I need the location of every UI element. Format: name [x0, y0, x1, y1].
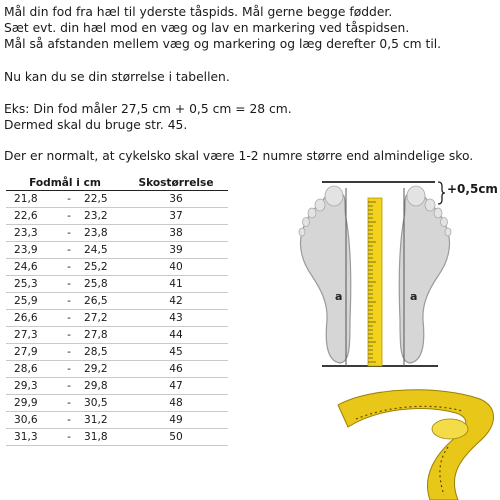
table-row	[6, 225, 228, 242]
table-row	[6, 395, 228, 412]
foot-length-to: 23,8	[84, 225, 124, 242]
shoe-size-cell: 43	[124, 310, 228, 327]
instruction-line: Mål så afstanden mellem væg og markering og læg derefter 0,5 cm til.	[4, 37, 442, 51]
foot-length-to: 28,5	[84, 344, 124, 361]
range-separator: -	[54, 259, 84, 276]
shoe-size-cell: 49	[124, 412, 228, 429]
foot-length-from: 21,8	[6, 191, 54, 208]
cycling-shoe-note: Der er normalt, at cykelsko skal være 1-2 numre større end almindelige sko.	[4, 149, 474, 163]
range-separator: -	[54, 395, 84, 412]
table-intro-text: Nu kan du se din størrelse i tabellen.	[4, 70, 230, 84]
range-separator: -	[54, 276, 84, 293]
instruction-line: Sæt evt. din hæl mod en væg og lav en markering ved tåspidsen.	[4, 21, 410, 35]
brace-icon	[438, 182, 445, 204]
table-row	[6, 208, 228, 225]
size-table	[6, 176, 228, 446]
header-shoe-size: Skostørrelse	[124, 176, 228, 191]
foot-length-from: 28,6	[6, 361, 54, 378]
range-separator: -	[54, 310, 84, 327]
size-table-body	[6, 191, 228, 446]
table-row	[6, 259, 228, 276]
range-separator: -	[54, 412, 84, 429]
right-foot-icon	[399, 186, 451, 363]
table-row	[6, 412, 228, 429]
range-separator: -	[54, 378, 84, 395]
foot-length-from: 25,9	[6, 293, 54, 310]
foot-length-from: 27,9	[6, 344, 54, 361]
foot-measure-illustration	[290, 180, 500, 390]
shoe-size-cell: 39	[124, 242, 228, 259]
table-row	[6, 361, 228, 378]
header-foot-length: Fodmål i cm	[6, 176, 124, 191]
table-row	[6, 276, 228, 293]
range-separator: -	[54, 293, 84, 310]
table-row	[6, 378, 228, 395]
feet-diagram	[290, 180, 500, 390]
measuring-tape-icon	[330, 385, 500, 500]
shoe-size-cell: 38	[124, 225, 228, 242]
foot-length-from: 29,9	[6, 395, 54, 412]
example-line: Eks: Din fod måler 27,5 cm + 0,5 cm = 28 cm.	[4, 102, 292, 116]
foot-length-to: 29,8	[84, 378, 124, 395]
range-separator: -	[54, 327, 84, 344]
foot-length-from: 30,6	[6, 412, 54, 429]
table-row	[6, 344, 228, 361]
range-separator: -	[54, 361, 84, 378]
foot-length-from: 27,3	[6, 327, 54, 344]
foot-length-to: 23,2	[84, 208, 124, 225]
foot-length-from: 22,6	[6, 208, 54, 225]
foot-length-label-left: a	[335, 290, 343, 303]
foot-length-from: 24,6	[6, 259, 54, 276]
range-separator: -	[54, 225, 84, 242]
foot-length-to: 27,2	[84, 310, 124, 327]
foot-length-to: 24,5	[84, 242, 124, 259]
foot-length-from: 29,3	[6, 378, 54, 395]
left-foot-icon	[299, 186, 351, 363]
instruction-line: Mål din fod fra hæl til yderste tåspids. Mål gerne begge fødder.	[4, 5, 393, 19]
foot-length-to: 26,5	[84, 293, 124, 310]
foot-length-label-right: a	[410, 290, 418, 303]
shoe-size-cell: 37	[124, 208, 228, 225]
extra-length-label: +0,5cm	[447, 182, 498, 196]
shoe-size-cell: 50	[124, 429, 228, 446]
shoe-size-cell: 41	[124, 276, 228, 293]
foot-length-from: 26,6	[6, 310, 54, 327]
range-separator: -	[54, 429, 84, 446]
foot-length-to: 25,8	[84, 276, 124, 293]
shoe-size-cell: 48	[124, 395, 228, 412]
table-row	[6, 327, 228, 344]
ruler-icon	[368, 198, 382, 366]
table-row	[6, 293, 228, 310]
foot-length-from: 25,3	[6, 276, 54, 293]
table-row	[6, 242, 228, 259]
foot-length-to: 31,2	[84, 412, 124, 429]
shoe-size-cell: 45	[124, 344, 228, 361]
table-row	[6, 429, 228, 446]
shoe-size-cell: 40	[124, 259, 228, 276]
range-separator: -	[54, 208, 84, 225]
table-row	[6, 191, 228, 208]
foot-length-to: 22,5	[84, 191, 124, 208]
shoe-size-cell: 36	[124, 191, 228, 208]
foot-length-to: 29,2	[84, 361, 124, 378]
instructions-block	[4, 4, 441, 52]
shoe-size-cell: 47	[124, 378, 228, 395]
foot-length-from: 23,3	[6, 225, 54, 242]
range-separator: -	[54, 242, 84, 259]
shoe-size-cell: 44	[124, 327, 228, 344]
range-separator: -	[54, 344, 84, 361]
foot-length-to: 27,8	[84, 327, 124, 344]
foot-length-to: 25,2	[84, 259, 124, 276]
foot-length-from: 23,9	[6, 242, 54, 259]
foot-length-to: 31,8	[84, 429, 124, 446]
foot-length-to: 30,5	[84, 395, 124, 412]
foot-length-from: 31,3	[6, 429, 54, 446]
shoe-size-cell: 46	[124, 361, 228, 378]
range-separator: -	[54, 191, 84, 208]
table-header-row	[6, 176, 228, 191]
shoe-size-cell: 42	[124, 293, 228, 310]
example-result-line: Dermed skal du bruge str. 45.	[4, 118, 188, 132]
table-row	[6, 310, 228, 327]
